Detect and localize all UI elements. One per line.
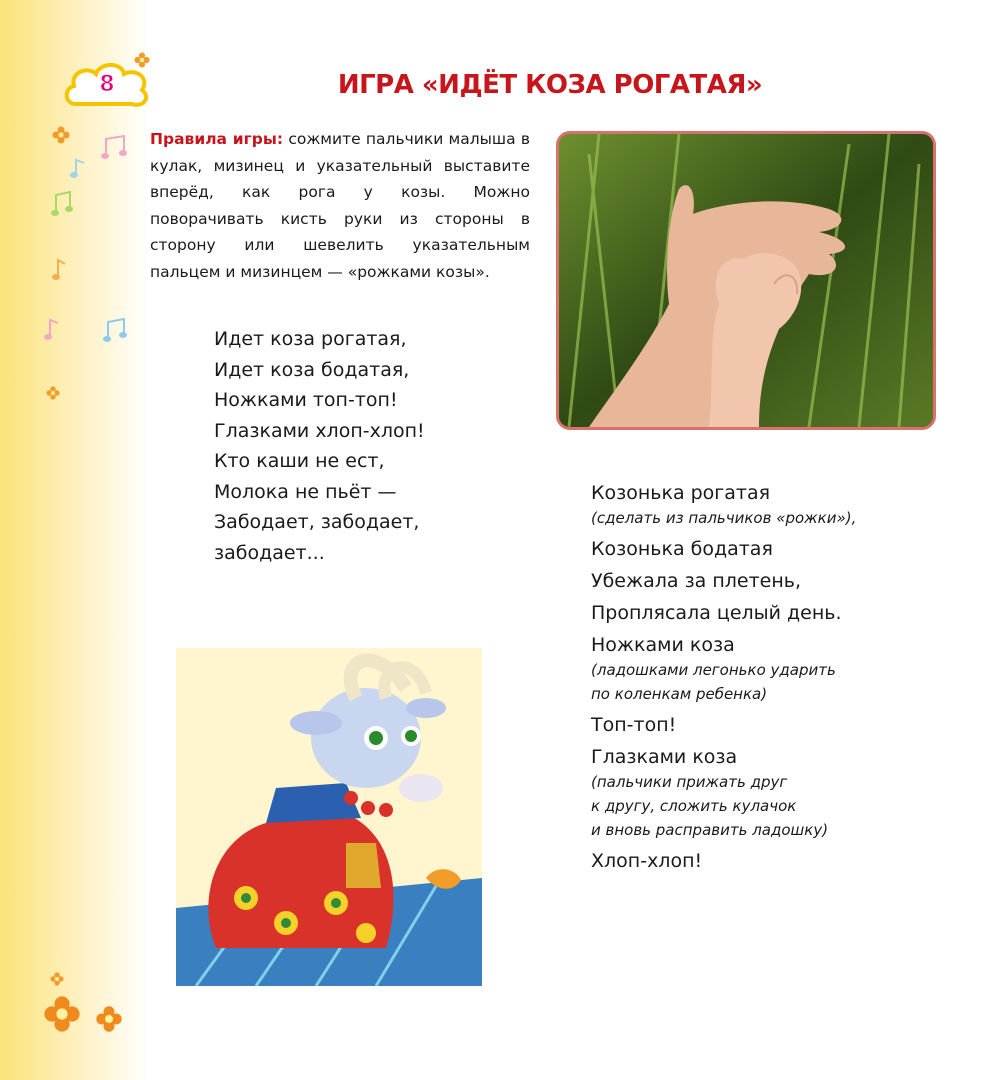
verse-line: Проплясала целый день. [591,602,842,624]
verse-line: Идет коза рогатая, [214,328,407,350]
verse-line: забодает... [214,541,325,564]
page-title: ИГРА «ИДЁТ КОЗА РОГАТАЯ» [337,70,763,100]
verse-line: Молока не пьёт — [214,480,397,503]
verse-line: Идет коза бодатая, [214,358,410,381]
instruction-note: и вновь расправить ладошку) [591,821,829,839]
flower-icon [46,386,60,400]
goat-illustration [176,648,482,986]
verse-line: Забодает, забодает, [214,511,420,533]
music-note-icon [100,135,130,163]
verse-line: Ножками коза [591,634,735,656]
music-note-icon [68,158,88,180]
instruction-note: (сделать из пальчиков «рожки»), [591,509,857,527]
verse-stanza [591,632,991,706]
hands-photo-image [559,134,933,427]
verse-line: Козонька бодатая [591,538,773,560]
flower-icon [52,126,70,144]
hands-photo [556,131,936,430]
music-note-icon [50,190,76,220]
flower-icon [50,972,64,986]
verse-line: Козонька рогатая [591,482,771,504]
verse-line: Хлоп-хлоп! [591,850,703,872]
instruction-note: (ладошками легонько ударить [591,661,836,679]
verse-line: Кто каши не ест, [214,450,385,472]
verse-stanza [591,480,991,530]
music-note-icon [50,258,68,282]
verse-line: Топ-топ! [591,714,677,736]
flower-icon [44,996,80,1032]
verse-stanza [591,744,991,842]
instruction-note: (пальчики прижать друг [591,773,788,791]
verse-line: Убежала за плетень, [591,570,802,592]
rules-text: сожмите пальчики малыша в кулак, мизинец и указательный выставите вперёд, как рога у козы. Можно поворачивать кисть руки из стороны в сторону или шевелить указательным пальцем и мизинцем — «рожками козы». [150,130,530,281]
music-note-icon [102,318,130,346]
flower-icon [96,1006,122,1032]
verse-two [591,474,991,874]
verse-line: Глазками хлоп-хлоп! [214,419,425,442]
instruction-note: к другу, сложить кулачок [591,797,797,815]
goat-image [176,648,482,986]
verse-one [214,324,514,568]
page-number: 8 [99,72,115,97]
rules-label: Правила игры: [150,130,284,148]
game-rules [150,126,530,285]
verse-line: Ножками топ-топ! [214,389,398,411]
instruction-note: по коленкам ребенка) [591,685,768,703]
verse-line: Глазками коза [591,746,738,768]
page-number-badge [62,60,150,112]
music-note-icon [42,318,62,342]
